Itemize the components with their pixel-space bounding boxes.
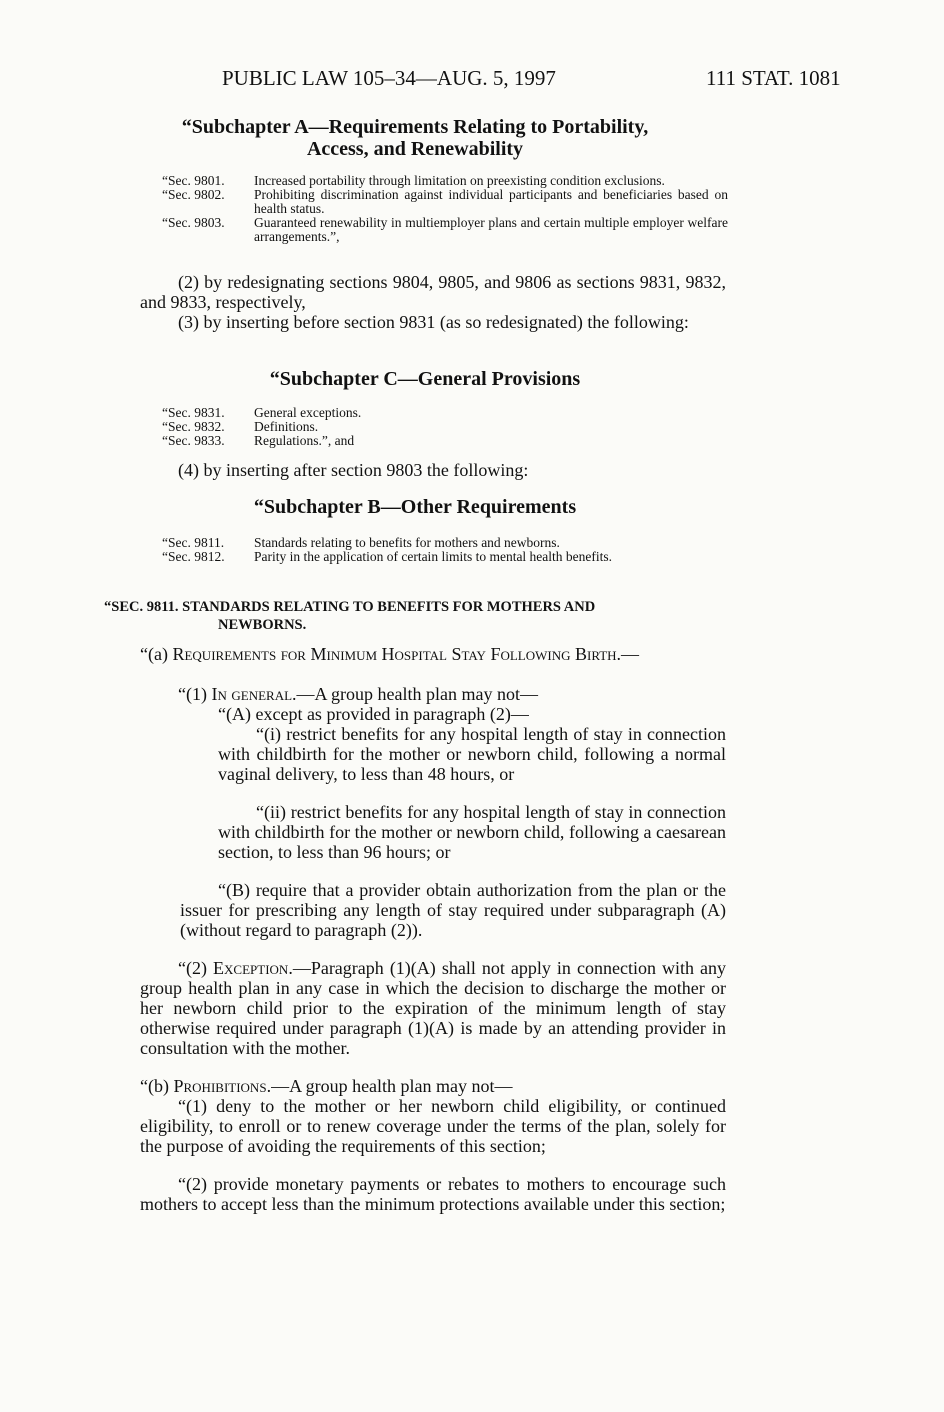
subchapter-b-title: “Subchapter B—Other Requirements xyxy=(253,496,577,518)
page-header xyxy=(0,66,944,92)
paragraph-a1: “(1) In general.—A group health plan may not— xyxy=(178,684,538,704)
amendment-3: (3) by inserting before section 9831 (as so redesignated) the following: xyxy=(178,312,689,332)
clause-a-i: “(i) restrict benefits for any hospital length of stay in connection with childbirth for the mother or newborn child, following a normal vaginal delivery, to less than 48 hours, or xyxy=(218,724,726,784)
subchapter-b-toc xyxy=(162,536,728,564)
paragraph-a2: “(2) Exception.—Paragraph (1)(A) shall not apply in connection with any group health plan in any case in which the decision to discharge the mother or her newborn child prior to the expiration of the minimum length of stay otherwise required under paragraph (1)(A) is made by an attending provider in consultation with the mother. xyxy=(140,958,727,1058)
toc-entry: “Sec. 9833. Regulations.”, and xyxy=(162,433,355,448)
amendment-2: (2) by redesignating sections 9804, 9805, and 9806 as sections 9831, 9832, and 9833, respectively, xyxy=(140,272,726,312)
amendment-4: (4) by inserting after section 9803 the following: xyxy=(178,460,529,480)
subsection-b-heading: “(b) Prohibitions.—A group health plan may not— xyxy=(140,1076,513,1096)
toc-entry: “Sec. 9831. General exceptions. xyxy=(162,405,362,420)
paragraph-b2: “(2) provide monetary payments or rebates to mothers to encourage such mothers to accept less than the minimum protections available under this section; xyxy=(140,1174,726,1214)
subparagraph-a-B: “(B) require that a provider obtain authorization from the plan or the issuer for prescribing any length of stay required under subparagraph (A) (without regard to paragraph (2)). xyxy=(180,880,726,940)
paragraph-b1: “(1) deny to the mother or her newborn child eligibility, or continued eligibility, to enroll or to renew coverage under the terms of the plan, solely for the purpose of avoiding the requirements of this section; xyxy=(140,1096,726,1156)
subchapter-a-title: “Subchapter A—Requirements Relating to Portability, Access, and Renewability xyxy=(181,116,649,160)
toc-entry: “Sec. 9812. Parity in the application of certain limits to mental health benefits. xyxy=(162,549,613,564)
subsection-a-heading: “(a) Requirements for Minimum Hospital Stay Following Birth.— xyxy=(140,644,640,664)
subchapter-c-toc xyxy=(162,406,728,448)
toc-entry: “Sec. 9801. Increased portability through limitation on preexisting condition exclusions. xyxy=(162,173,665,188)
subchapter-c-title: “Subchapter C—General Provisions xyxy=(269,368,581,390)
subparagraph-a-A: “(A) except as provided in paragraph (2)— xyxy=(218,704,529,724)
toc-entry: “Sec. 9802. Prohibiting discrimination against individual participants and beneficiaries based on health status. xyxy=(162,187,728,216)
section-9811-heading: “SEC. 9811. STANDARDS RELATING TO BENEFITS FOR MOTHERS AND NEWBORNS. xyxy=(104,599,596,633)
subchapter-a-toc xyxy=(162,174,728,244)
clause-a-ii: “(ii) restrict benefits for any hospital length of stay in connection with childbirth for the mother or newborn child, following a caesarean section, to less than 96 hours; or xyxy=(218,802,726,862)
toc-entry: “Sec. 9803. Guaranteed renewability in multiemployer plans and certain multiple employer welfare arrangements.”, xyxy=(162,215,728,244)
header-stat-page: 111 STAT. 1081 xyxy=(706,66,841,90)
header-public-law: PUBLIC LAW 105–34—AUG. 5, 1997 xyxy=(222,66,556,90)
toc-entry: “Sec. 9832. Definitions. xyxy=(162,419,319,434)
toc-entry: “Sec. 9811. Standards relating to benefits for mothers and newborns. xyxy=(162,535,560,550)
